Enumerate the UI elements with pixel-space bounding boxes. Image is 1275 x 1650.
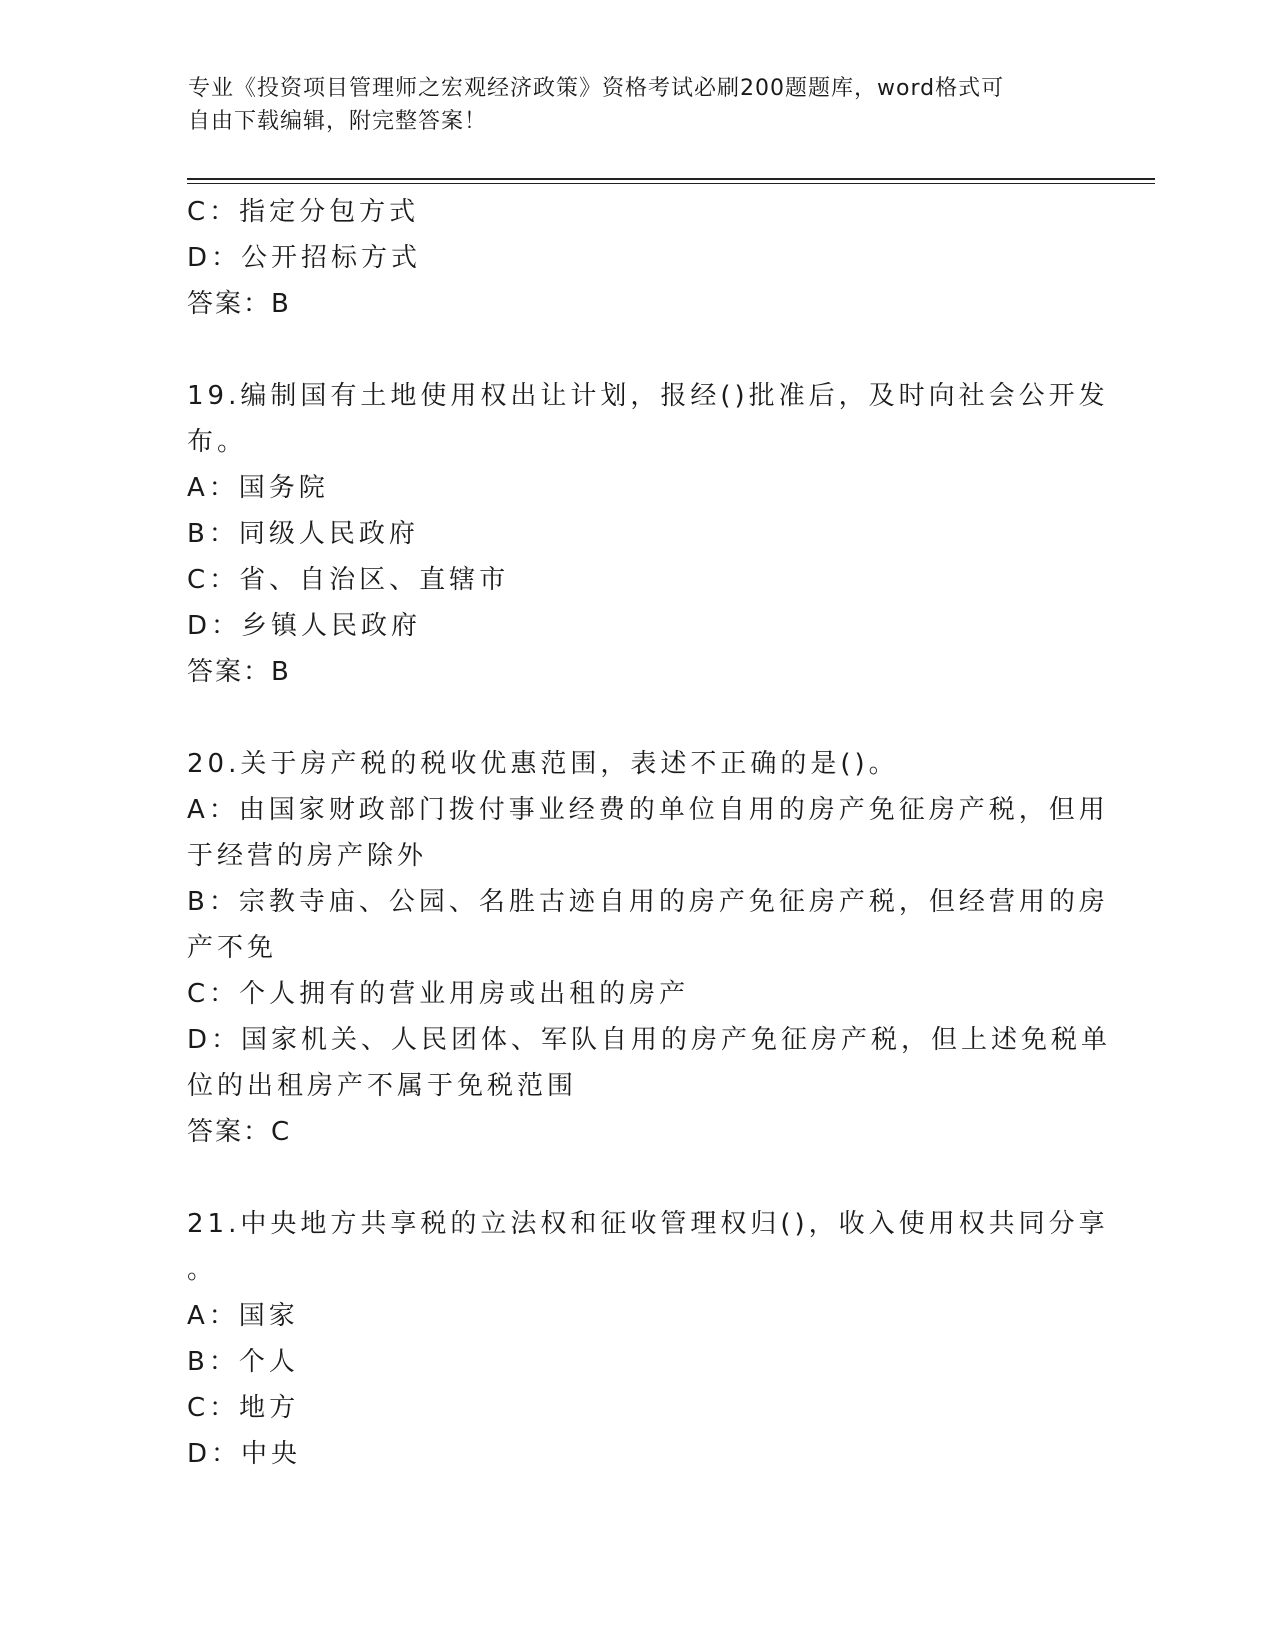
option-b: B：宗教寺庙、公园、名胜古迹自用的房产免征房产税，但经营用的房 <box>187 887 1109 917</box>
question-19 <box>187 373 1109 695</box>
option-a: 于经营的房产除外 <box>187 841 428 871</box>
option-c: C：省、自治区、直辖市 <box>187 565 510 595</box>
option-d: D：国家机关、人民团体、军队自用的房产免征房产税，但上述免税单 <box>187 1025 1112 1055</box>
answer: 答案：B <box>187 289 291 319</box>
option-a: A：由国家财政部门拨付事业经费的单位自用的房产免征房产税，但用 <box>187 795 1109 825</box>
option-c: C：指定分包方式 <box>187 197 420 227</box>
page-header <box>188 72 1088 138</box>
option-a: A：国家 <box>187 1301 299 1331</box>
question-stem: 20.关于房产税的税收优惠范围，表述不正确的是()。 <box>187 749 899 779</box>
option-d: D：中央 <box>187 1439 302 1469</box>
answer: 答案：C <box>187 1117 292 1147</box>
option-b: B：同级人民政府 <box>187 519 419 549</box>
question-stem: 。 <box>187 1255 218 1285</box>
option-d: D：乡镇人民政府 <box>187 611 422 641</box>
header-line-2: 自由下载编辑，附完整答案！ <box>188 109 488 134</box>
question-stem: 21.中央地方共享税的立法权和征收管理权归()，收入使用权共同分享 <box>187 1209 1109 1239</box>
header-line-1: 专业《投资项目管理师之宏观经济政策》资格考试必刷200题题库，word格式可 <box>188 76 1005 101</box>
option-b: 产不免 <box>187 933 278 963</box>
option-b: B：个人 <box>187 1347 299 1377</box>
header-rule-thick <box>187 178 1155 180</box>
option-d: D：公开招标方式 <box>187 243 422 273</box>
question-stem: 19.编制国有土地使用权出让计划，报经()批准后，及时向社会公开发 <box>187 381 1109 411</box>
option-c: C：地方 <box>187 1393 300 1423</box>
question-20 <box>187 741 1112 1155</box>
question-stem: 布。 <box>187 427 248 457</box>
question-content <box>187 189 1112 1477</box>
option-a: A：国务院 <box>187 473 329 503</box>
header-rule-thin <box>187 183 1155 184</box>
answer: 答案：B <box>187 657 291 687</box>
option-c: C：个人拥有的营业用房或出租的房产 <box>187 979 690 1009</box>
option-d: 位的出租房产不属于免税范围 <box>187 1071 578 1101</box>
question-21 <box>187 1201 1109 1477</box>
